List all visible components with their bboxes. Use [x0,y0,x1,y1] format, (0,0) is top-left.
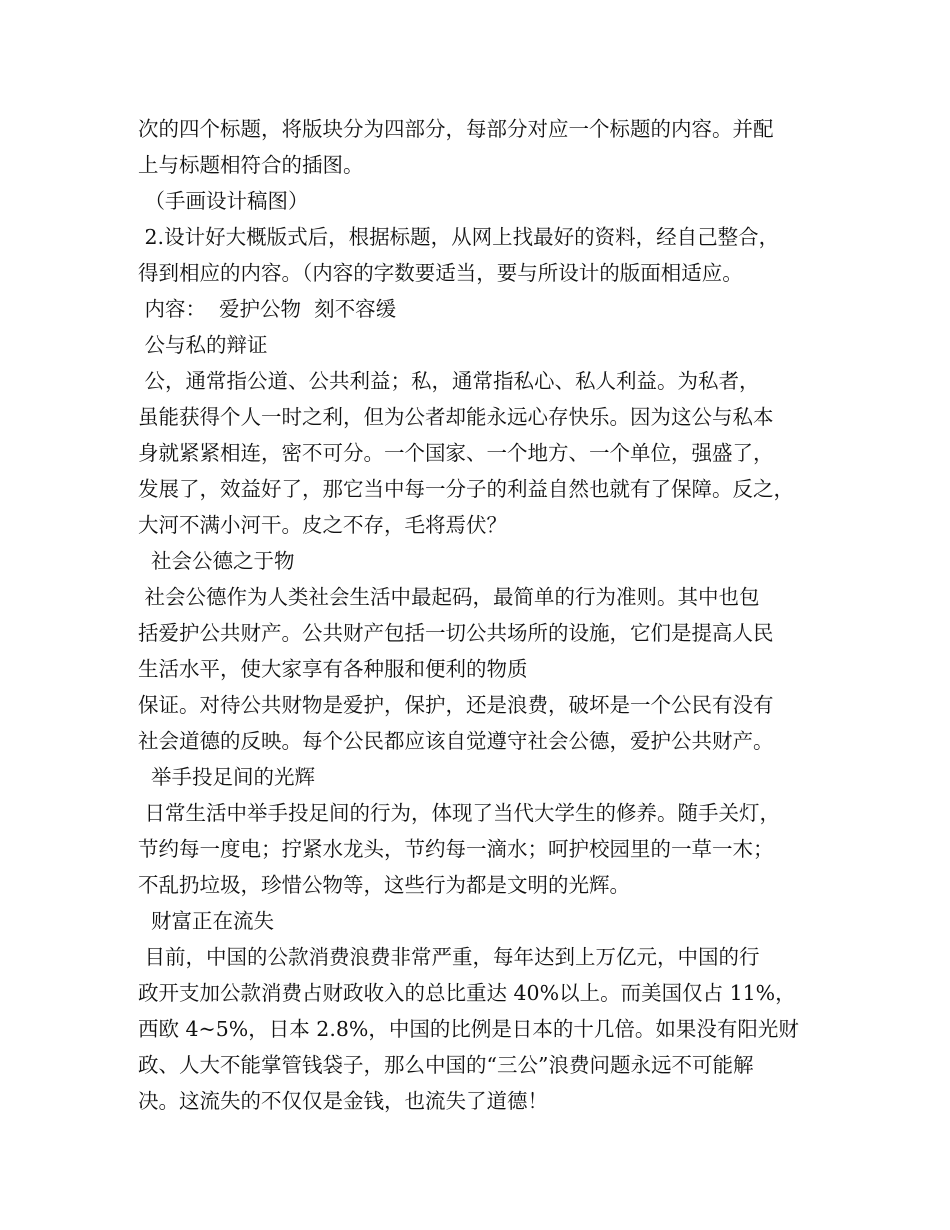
text-line: 政、人大不能掌管钱袋子，那么中国的“三公”浪费问题永远不可能解 [138,1053,754,1077]
text-line: （手画设计稿图） [138,189,309,213]
heading-wealth-loss: 财富正在流失 [138,909,275,933]
text-line: 目前，中国的公款消费浪费非常严重，每年达到上万亿元，中国的行 [138,945,760,969]
text-line: 西欧 4~5%，日本 2.8%，中国的比例是日本的十几倍。如果没有阳光财 [138,1017,799,1041]
text-line: 身就紧紧相连，密不可分。一个国家、一个地方、一个单位，强盛了， [138,441,774,465]
text-line: 得到相应的内容。（内容的字数要适当，要与所设计的版面相适应。 [138,261,743,285]
text-line: 社会道德的反映。每个公民都应该自觉遵守社会公德，爱护公共财产。 [138,729,774,753]
text-line: 公，通常指公道、公共利益；私，通常指私心、私人利益。为私者， [138,369,760,393]
text-line: 上与标题相符合的插图。 [138,153,364,177]
text-line: 生活水平，使大家享有各种服和便利的物质 [138,657,528,681]
text-line: 内容： 爱护公物 刻不容缓 [138,297,397,321]
heading-public-private: 公与私的辩证 [138,333,268,357]
text-line: 保证。对待公共财物是爱护，保护，还是浪费，破坏是一个公民有没有 [138,693,774,717]
document-body [138,111,838,1119]
heading-social-morality: 社会公德之于物 [138,549,295,573]
text-line: 政开支加公款消费占财政收入的总比重达 40%以上。而美国仅占 11%， [138,981,796,1005]
text-line: 虽能获得个人一时之利，但为公者却能永远心存快乐。因为这公与私本 [138,405,774,429]
text-line: 日常生活中举手投足间的行为，体现了当代大学生的修养。随手关灯， [138,801,781,825]
text-line: 大河不满小河干。皮之不存，毛将焉伏？ [138,513,507,537]
text-line: 社会公德作为人类社会生活中最起码，最简单的行为准则。其中也包 [138,585,760,609]
text-line: 括爱护公共财产。公共财产包括一切公共场所的设施，它们是提高人民 [138,621,774,645]
text-line: 节约每一度电；拧紧水龙头，节约每一滴水；呵护校园里的一草一木； [138,837,774,861]
text-line: 2.设计好大概版式后，根据标题，从网上找最好的资料，经自己整合， [138,225,780,249]
heading-daily-actions: 举手投足间的光辉 [138,765,316,789]
text-line: 决。这流失的不仅仅是金钱，也流失了道德！ [138,1089,548,1113]
text-line: 发展了，效益好了，那它当中每一分子的利益自然也就有了保障。反之， [138,477,794,501]
text-line: 次的四个标题，将版块分为四部分，每部分对应一个标题的内容。并配 [138,117,774,141]
text-line: 不乱扔垃圾，珍惜公物等，这些行为都是文明的光辉。 [138,873,630,897]
